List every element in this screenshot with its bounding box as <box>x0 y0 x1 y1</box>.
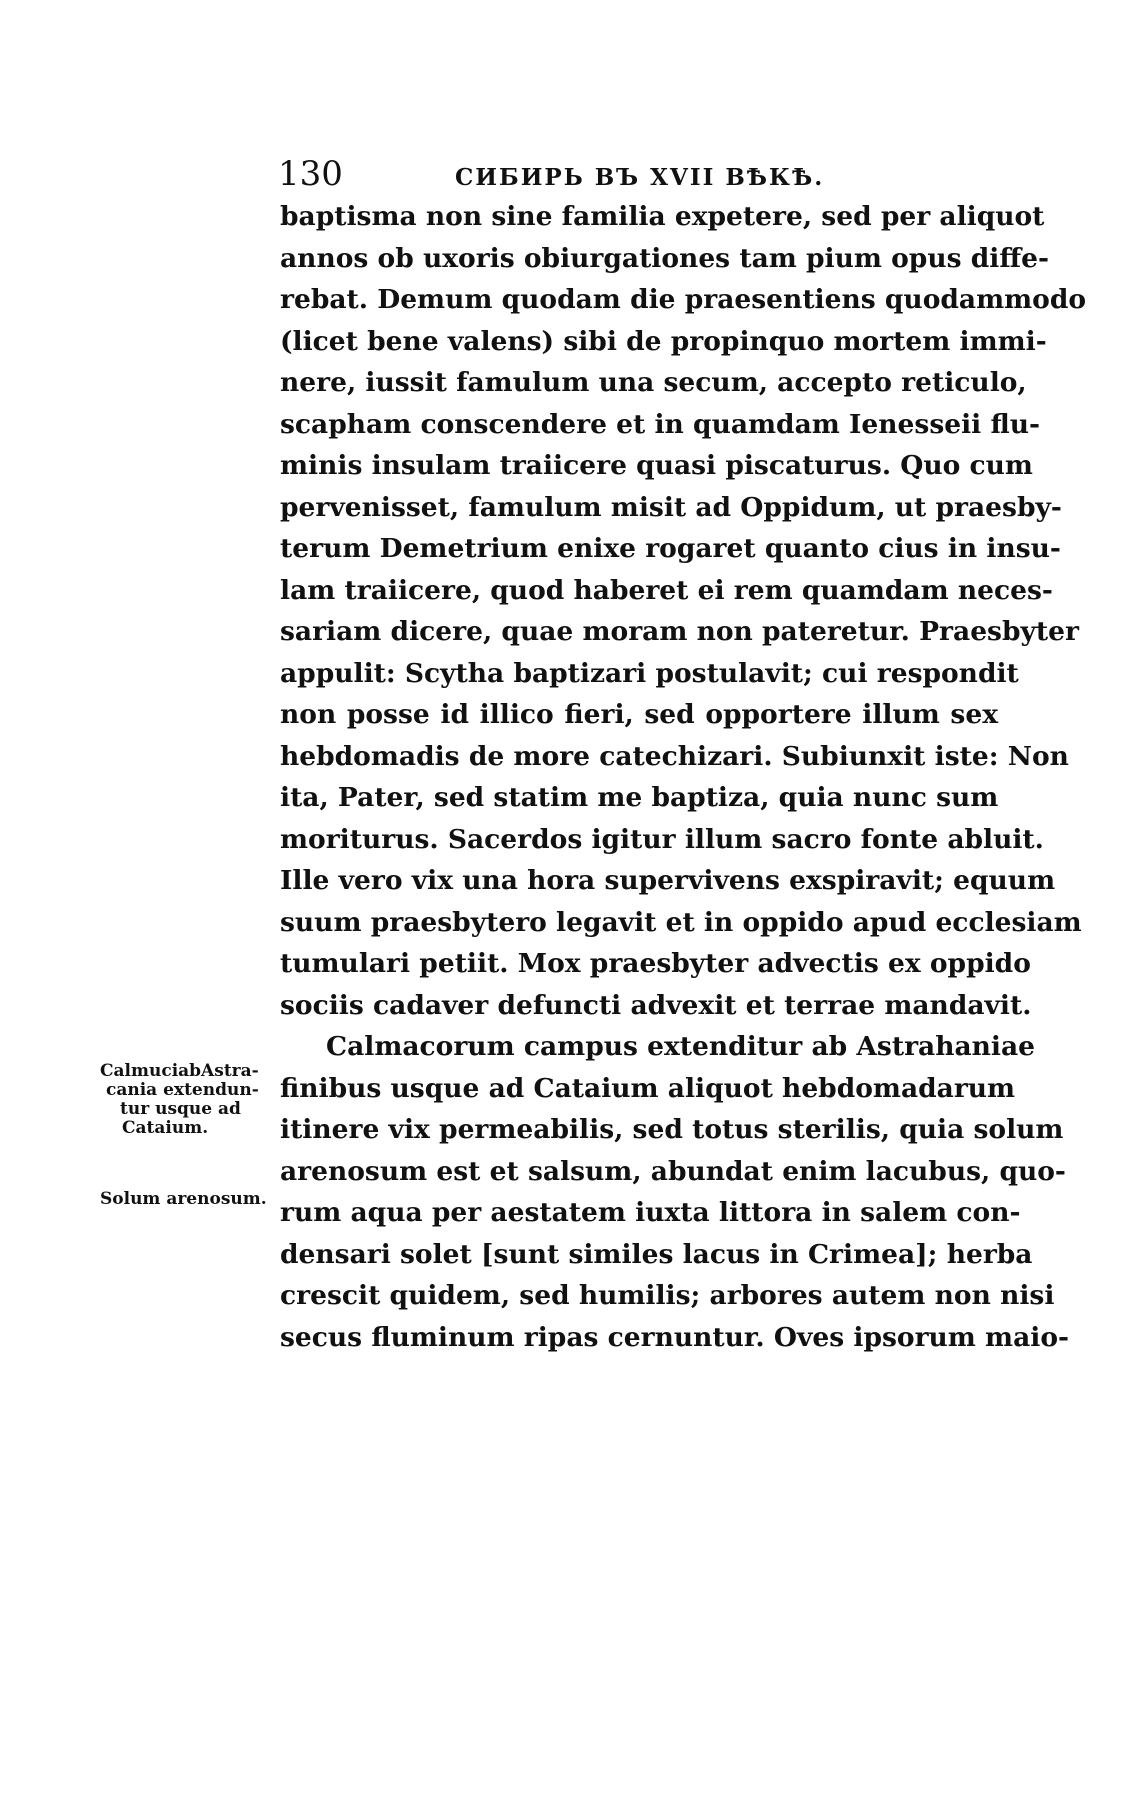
text-line: arenosum est et salsum, abundat enim lacubus, quo- <box>280 1155 1066 1187</box>
text-line: non posse id illico fieri, sed opportere illum sex <box>280 699 998 730</box>
text-line: suum praesbytero legavit et in oppido apud ecclesiam <box>280 906 1082 938</box>
text-line: lam traiicere, quod haberet ei rem quamdam neces- <box>280 574 1053 606</box>
text-line: moriturus. Sacerdos igitur illum sacro fonte abluit. <box>280 823 1044 855</box>
text-line: baptisma non sine familia expetere, sed per aliquot <box>280 201 1045 232</box>
text-line: scapham conscendere et in quamdam Ienesseii flu- <box>280 408 1040 440</box>
margin-note-line: cania extendun- <box>106 1080 259 1100</box>
text-line: nere, iussit famulum una secum, accepto reticulo, <box>280 367 1027 398</box>
text-line: densari solet [sunt similes lacus in Crimea]; herba <box>280 1238 1033 1270</box>
text-line: Calmacorum campus extenditur ab Astrahaniae <box>326 1031 1036 1062</box>
page-number: 130 <box>278 154 343 194</box>
text-line: itinere vix permeabilis, sed totus sterilis, quia solum <box>280 1114 1064 1145</box>
text-line: rum aqua per aestatem iuxta littora in salem con- <box>280 1197 1021 1228</box>
text-line: tumulari petiit. Mox praesbyter advectis ex oppido <box>280 948 1031 979</box>
text-line: sariam dicere, quae moram non pateretur. Praesbyter <box>280 616 1079 647</box>
text-line: (licet bene valens) sibi de propinquo mortem immi- <box>280 325 1047 357</box>
text-line: pervenisset, famulum misit ad Oppidum, ut praesby- <box>280 491 1062 523</box>
running-title: СИБИРЬ ВЪ XVII ВѢКѢ. <box>455 164 825 191</box>
text-line: terum Demetrium enixe rogaret quanto cius in insu- <box>280 533 1061 564</box>
text-line: ita, Pater, sed statim me baptiza, quia nunc sum <box>280 782 999 813</box>
text-line: crescit quidem, sed humilis; arbores autem non nisi <box>280 1280 1055 1311</box>
margin-note-line: Cataium. <box>122 1118 209 1138</box>
margin-note-solum <box>100 1190 267 1209</box>
text-line: sociis cadaver defuncti advexit et terrae mandavit. <box>280 989 1032 1021</box>
text-line: secus fluminum ripas cernuntur. Oves ipsorum maio- <box>280 1321 1070 1353</box>
margin-note-line: CalmuciabAstra- <box>100 1061 259 1081</box>
text-line: finibus usque ad Cataium aliquot hebdomadarum <box>280 1072 1016 1104</box>
margin-note-calmuci <box>100 1062 259 1138</box>
text-line: appulit: Scytha baptizari postulavit; cui respondit <box>280 657 1019 689</box>
text-line: Ille vero vix una hora supervivens exspiravit; equum <box>280 865 1056 896</box>
margin-note-line: Solum arenosum. <box>100 1189 267 1209</box>
text-line: rebat. Demum quodam die praesentiens quodammodo <box>280 284 1087 315</box>
text-line: hebdomadis de more catechizari. Subiunxit iste: Non <box>280 740 1069 772</box>
margin-note-line: tur usque ad <box>120 1099 241 1119</box>
text-line: minis insulam traiicere quasi piscaturus. Quo cum <box>280 450 1033 481</box>
text-line: annos ob uxoris obiurgationes tam pium opus diffe- <box>280 242 1049 274</box>
